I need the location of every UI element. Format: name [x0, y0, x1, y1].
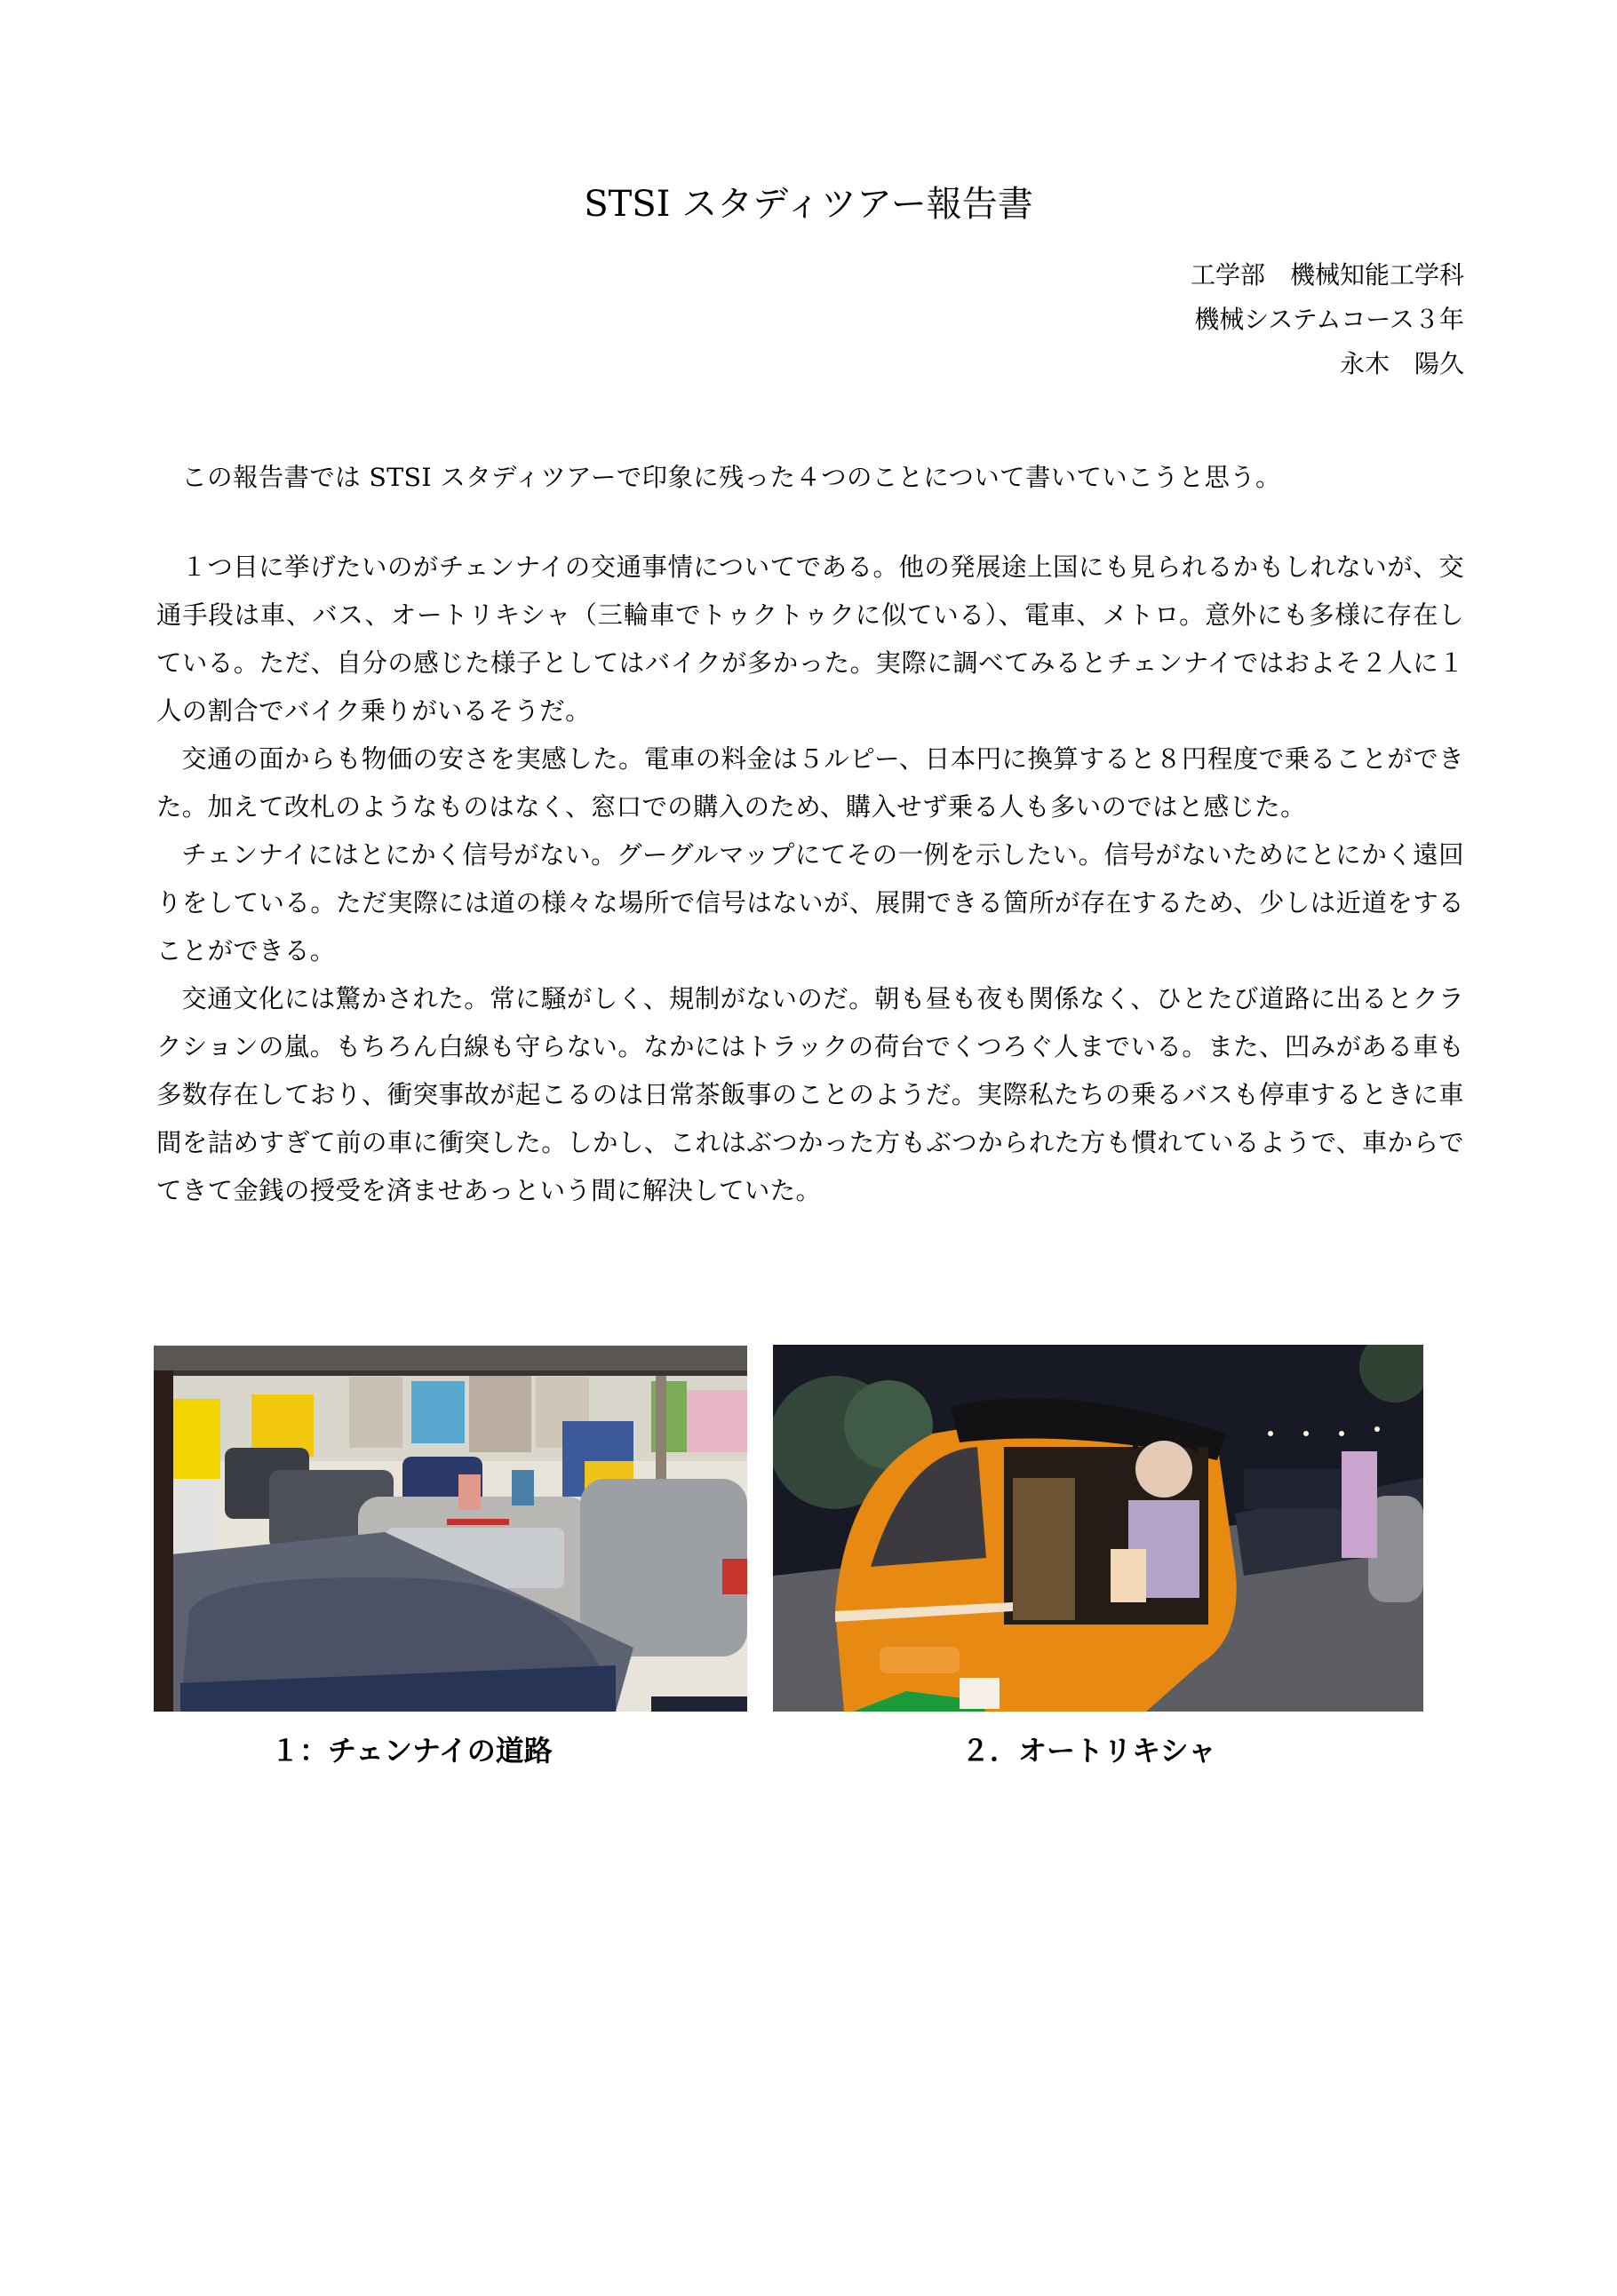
- traffic-jam-photo: [154, 1346, 747, 1712]
- paragraph-signals: チェンナイにはとにかく信号がない。グーグルマップにてその一例を示したい。信号がないためにとにかく遠回りをしている。ただ実際には道の様々な場所で信号はないが、展開できる箇所が存在するため、少しは近道をすることができる。: [156, 840, 1464, 965]
- page-title: STSI スタディツアー報告書: [584, 184, 1033, 225]
- paragraph-prices: 交通の面からも物価の安さを実感した。電車の料金は５ルピー、日本円に換算すると８円程度で乗ることができた。加えて改札のようなものはなく、窓口での購入のため、購入せず乗る人も多いのではと感じた。: [156, 744, 1464, 822]
- author-block: [1191, 253, 1464, 386]
- body-section: [156, 544, 1464, 1215]
- paragraph-transport-modes: １つ目に挙げたいのがチェンナイの交通事情についてである。他の発展途上国にも見られるかもしれないが、交通手段は車、バス、オートリキシャ（三輪車でトゥクトゥクに似ている）、電車、メトロ。意外にも多様に存在している。ただ、自分の感じた様子としてはバイクが多かった。実際に調べてみるとチェンナイではおよそ２人に１人の割合でバイク乗りがいるそうだ。: [156, 552, 1464, 726]
- faculty: 工学部 機械知能工学科: [1190, 260, 1464, 290]
- paragraph-traffic-culture: 交通文化には驚かされた。常に騒がしく、規制がないのだ。朝も昼も夜も関係なく、ひとたび道路に出るとクラクションの嵐。もちろん白線も守らない。なかにはトラックの荷台でくつろぐ人までいる。また、凹みがある車も多数存在しており、衝突事故が起こるのは日常茶飯事のことのようだ。実際私たちの乗るバスも停車するときに車間を詰めすぎて前の車に衝突した。しかし、これはぶつかった方もぶつかられた方も慣れているようで、車からでてきて金銭の授受を済ませあっという間に解決していた。: [156, 984, 1464, 1205]
- figure-1-caption: １：チェンナイの道路: [271, 1734, 553, 1768]
- course: 機械システムコース３年: [1194, 305, 1464, 334]
- auto-rickshaw-photo: [773, 1345, 1423, 1712]
- intro-section: [156, 454, 1464, 502]
- figure-2-caption: ２．オートリキシャ: [961, 1734, 1217, 1768]
- intro-paragraph: この報告書では STSI スタディツアーで印象に残った４つのことについて書いていこうと思う。: [181, 463, 1281, 492]
- rickshaw-photo-image: [773, 1345, 1423, 1712]
- traffic-photo-image: [154, 1346, 747, 1712]
- author-name: 永木 陽久: [1339, 349, 1464, 378]
